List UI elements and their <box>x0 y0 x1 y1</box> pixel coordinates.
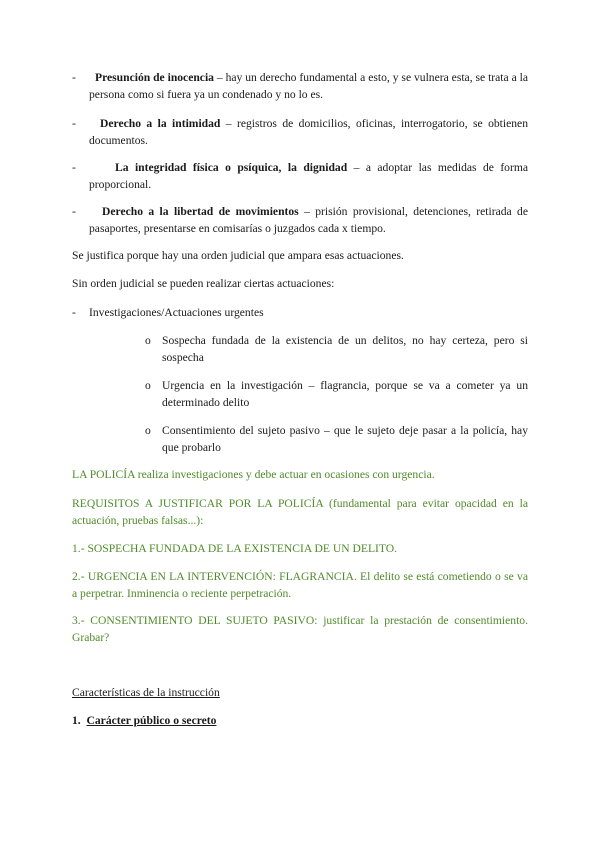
requisito-3-rest: : justificar la prestación de consentimiento. Grabar? <box>72 614 529 644</box>
policia-rest: realiza investigaciones y debe actuar en ocasiones con urgencia. <box>134 468 435 481</box>
sub-bullet: o <box>145 379 151 392</box>
item-text: – registros de domicilios, oficinas, interrogatorio, se obtienen documentos. <box>89 117 529 147</box>
item-text: – hay un derecho fundamental a esto, y se vulnera esta, se trata a la persona como si fuera ya un condenado y no lo es. <box>89 71 528 101</box>
sub-bullet: o <box>145 424 151 437</box>
sub-item-urgencia: Urgencia en la investigación – flagrancia, porque se va a cometer ya un determinado delito <box>162 379 528 409</box>
sub-bullet: o <box>145 334 151 347</box>
list-item-presuncion <box>89 69 528 103</box>
requisitos-caps: REQUISITOS A JUSTIFICAR POR LA POLICÍA <box>72 497 324 510</box>
requisito-1: 1.- SOSPECHA FUNDADA DE LA EXISTENCIA DE UN DELITO. <box>72 542 398 555</box>
paragraph-policia <box>72 466 528 483</box>
list-dash: - <box>72 71 76 84</box>
heading-number: 1. <box>72 714 81 727</box>
list-dash: - <box>72 306 76 319</box>
paragraph-requisitos <box>72 495 528 529</box>
requisitos-rest: (fundamental para evitar opacidad en la actuación, pruebas falsas...): <box>72 497 528 527</box>
list-item-libertad <box>89 203 528 237</box>
paragraph-sin-orden: Sin orden judicial se pueden realizar ciertas actuaciones: <box>72 277 335 290</box>
item-text: – a adoptar las medidas de forma proporcional. <box>89 161 529 191</box>
numbered-heading <box>72 712 528 729</box>
list-dash: - <box>72 161 76 174</box>
item-title: Presunción de inocencia <box>95 71 214 84</box>
heading-label: Carácter público o secreto <box>86 714 217 727</box>
policia-caps: LA POLICÍA <box>72 468 135 481</box>
section-heading: Características de la instrucción <box>72 686 220 699</box>
sub-item-consentimiento: Consentimiento del sujeto pasivo – que le sujeto deje pasar a la policía, hay que probarlo <box>162 424 528 454</box>
requisito-2-rest: El delito se está cometiendo o se va a perpetrar. Inminencia o reciente perpetración. <box>72 570 528 600</box>
requisito-3 <box>72 612 528 646</box>
list-item-integridad <box>89 159 528 193</box>
requisito-3-caps: 3.- CONSENTIMIENTO DEL SUJETO PASIVO <box>72 614 315 627</box>
item-title: Derecho a la intimidad <box>100 117 221 130</box>
requisito-2 <box>72 568 528 602</box>
list-dash: - <box>72 205 76 218</box>
list-dash: - <box>72 117 76 130</box>
list-item-urgentes: Investigaciones/Actuaciones urgentes <box>89 306 264 319</box>
paragraph-justifica: Se justifica porque hay una orden judicial que ampara esas actuaciones. <box>72 249 404 262</box>
list-item-intimidad <box>89 115 528 149</box>
requisito-2-caps: 2.- URGENCIA EN LA INTERVENCIÓN: FLAGRANCIA. <box>72 570 357 583</box>
item-title: Derecho a la libertad de movimientos <box>102 205 299 218</box>
sub-item-sospecha: Sospecha fundada de la existencia de un delitos, no hay certeza, pero si sospecha <box>162 334 528 364</box>
item-text: – prisión provisional, detenciones, retirada de pasaportes, presentarse en comisarías o juzgados cada x tiempo. <box>89 205 528 235</box>
item-title: La integridad física o psíquica, la dignidad <box>115 161 348 174</box>
